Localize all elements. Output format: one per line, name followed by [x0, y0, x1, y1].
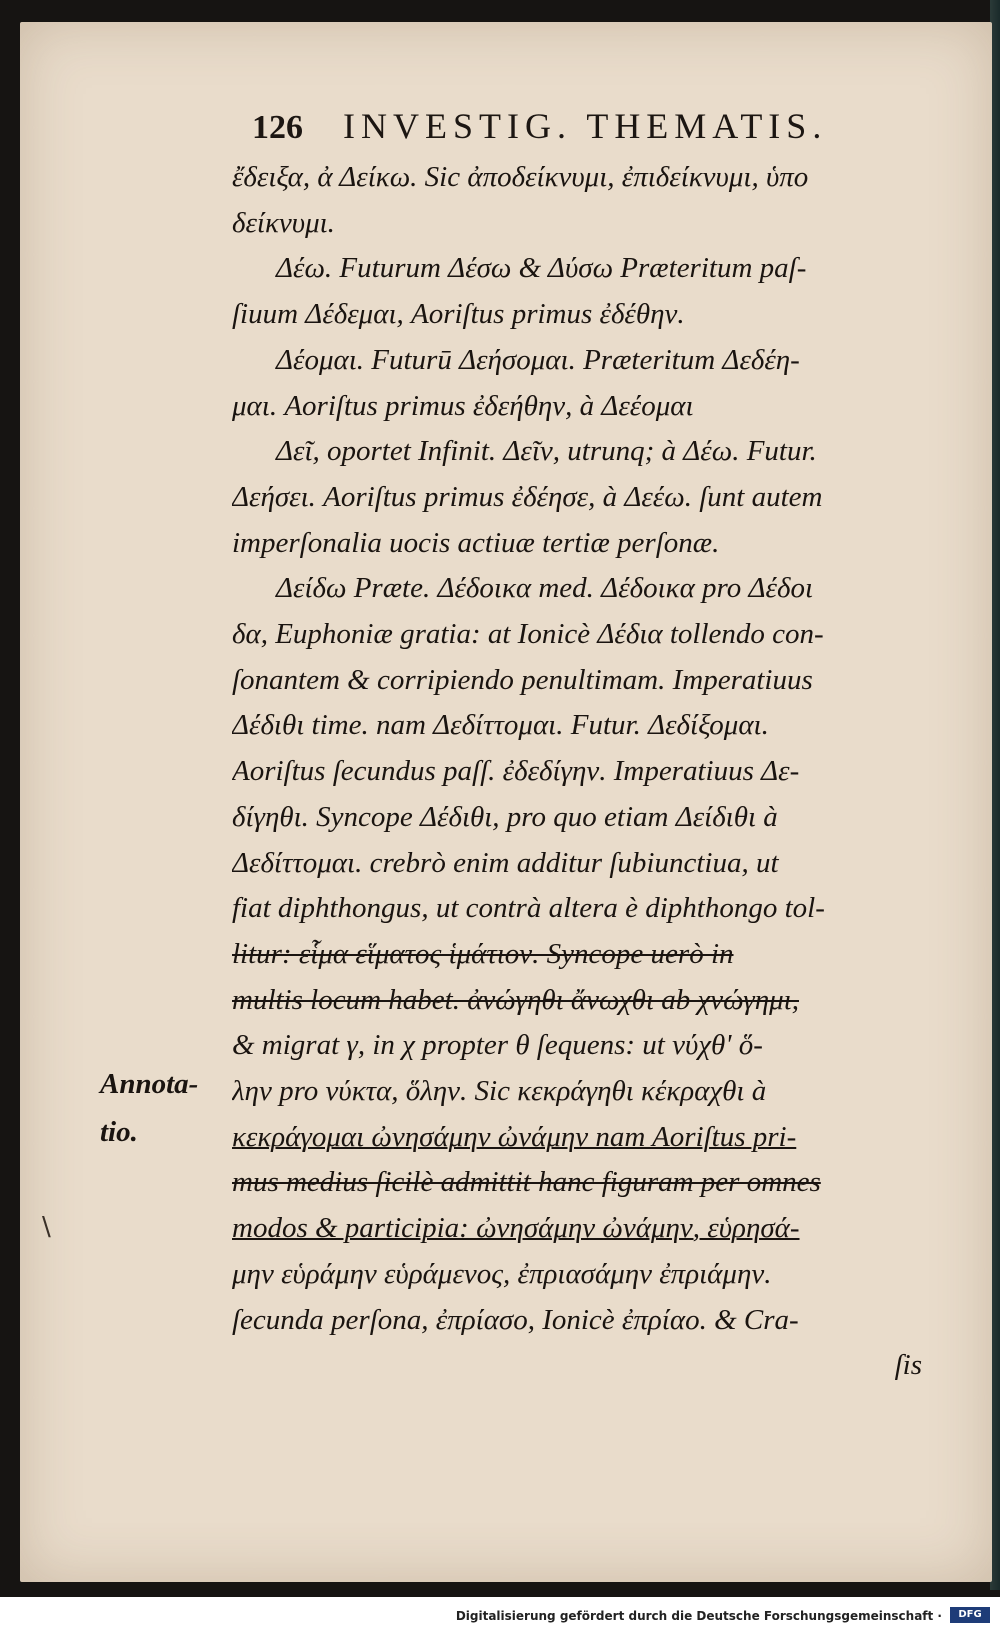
text-line: multis locum habet. ἀνώγηθι ἄνωχθι ab χνώγημι, — [232, 983, 799, 1016]
text-line: ſis — [894, 1349, 922, 1382]
text-line: μαι. Aoriſtus primus ἐδεήθην, à Δεέομαι — [232, 389, 694, 422]
text-line: litur: εἷμα εἵματος ἱμάτιον. Syncope uerò in — [232, 937, 734, 970]
text-line: ſiuum Δέδεμαι, Aoriſtus primus ἐδέθην. — [232, 298, 685, 331]
text-line: δείκνυμι. — [232, 206, 335, 239]
text-line: μην εὑράμην εὑράμενος, ἐπριασάμην ἐπριάμην. — [232, 1257, 772, 1290]
text-line: Δέδιθι time. nam Δεδίττομαι. Futur. Δεδίξομαι. — [232, 709, 769, 742]
footer-credit: Digitalisierung gefördert durch die Deutsche Forschungsgemeinschaft · — [455, 1609, 942, 1623]
text-line: Δέω. Futurum Δέσω & Δύσω Præteritum paſ- — [276, 252, 807, 285]
page-number: 126 — [252, 109, 303, 146]
text-line: modos & participia: ὠνησάμην ὠνάμην, εὑρησά- — [232, 1212, 800, 1245]
margin-annotation — [100, 1060, 198, 1156]
text-line: ſecunda perſona, ἐπρίασο, Ionicè ἐπρίαο. & Cra- — [232, 1303, 799, 1336]
digitization-footer — [0, 1597, 1000, 1635]
text-line: & migrat γ, in χ propter θ ſequens: ut νύχθ' ὅ- — [232, 1029, 763, 1062]
text-block — [232, 155, 962, 1389]
text-line: ἔδειξα, ἀ Δείκω. Sic ἀποδείκνυμι, ἐπιδείκνυμι, ὑπο — [232, 161, 809, 193]
text-line: Δεδίττομαι. crebrò enim additur ſubiunctiua, ut — [232, 846, 779, 879]
text-line: mus medius ſicilè admittit hanc figuram per omnes — [232, 1166, 821, 1199]
text-line: δίγηθι. Syncope Δέδιθι, pro quo etiam Δείδιθι à — [232, 800, 778, 833]
text-line: fiat diphthongus, ut contrà altera è diphthongo tol- — [232, 892, 825, 925]
text-line: Δέομαι. Futurū Δεήσομαι. Præteritum Δεδέη- — [276, 343, 800, 376]
text-line: Δείδω Præte. Δέδοικα med. Δέδοικα pro Δέδοι — [276, 572, 813, 605]
text-line: δα, Euphoniæ gratia: at Ionicè Δέδια tollendo con- — [232, 618, 824, 651]
text-line: Δεῖ, oportet Infinit. Δεῖν, utrunq; à Δέω. Futur. — [276, 435, 817, 468]
dfg-logo: DFG — [950, 1607, 990, 1623]
text-line: imperſonalia uocis actiuæ tertiæ perſonæ. — [232, 526, 720, 559]
margin-mark: \ — [42, 1212, 51, 1242]
margin-annotation-line-2: tio. — [100, 1116, 138, 1148]
text-line: Aoriſtus ſecundus paſſ. ἐδεδίγην. Imperatiuus Δε- — [232, 755, 800, 788]
running-head — [252, 105, 880, 147]
text-line: λην pro νύκτα, ὅλην. Sic κεκράγηθι κέκραχθι à — [232, 1075, 767, 1108]
text-line: ſonantem & corripiendo penultimam. Imperatiuus — [232, 663, 813, 696]
running-head-title: INVESTIG. THEMATIS. — [343, 106, 828, 146]
text-line: κεκράγομαι ὠνησάμην ὠνάμην nam Aoriſtus pri- — [232, 1120, 797, 1153]
text-line: Δεήσει. Aoriſtus primus ἐδέησε, à Δεέω. ſunt autem — [232, 480, 823, 513]
margin-annotation-line-1: Annota- — [100, 1068, 199, 1100]
